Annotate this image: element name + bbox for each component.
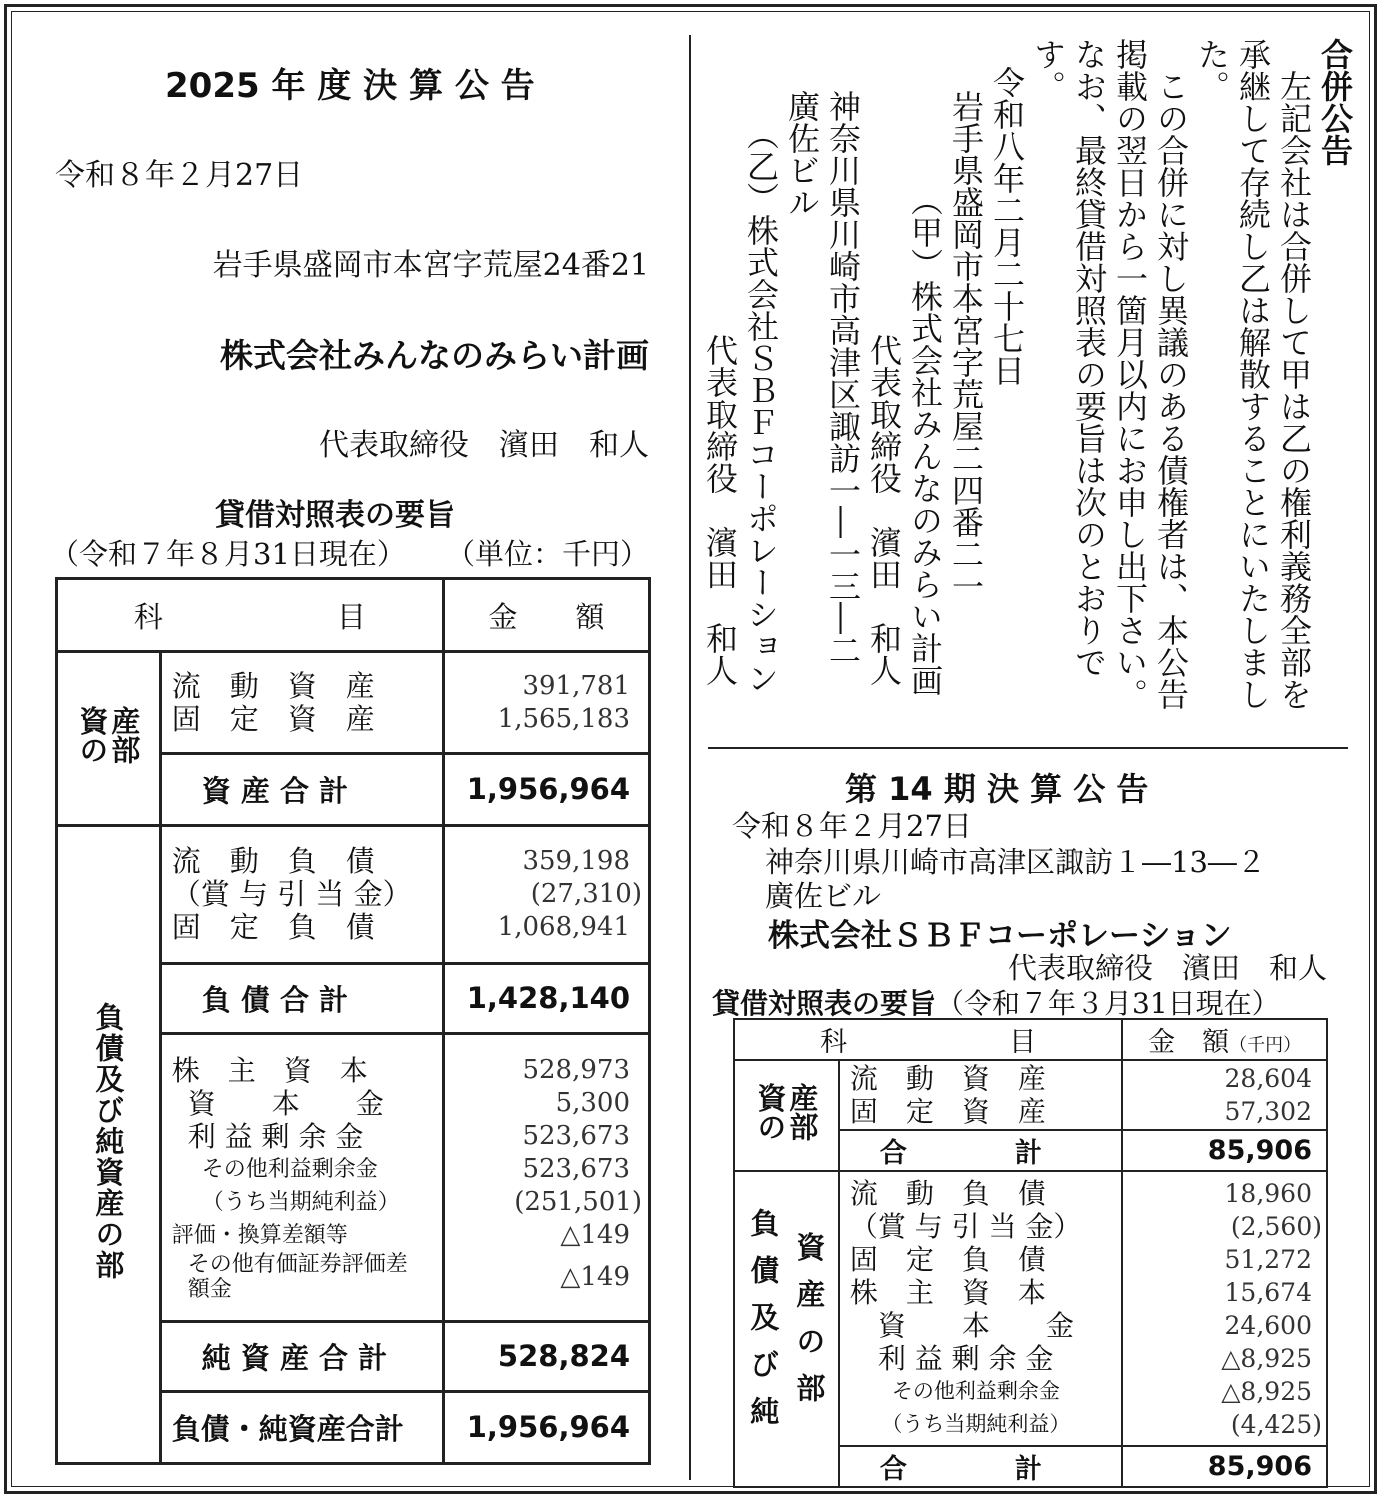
left-bs-date: （令和７年８月31日現在）: [50, 537, 406, 571]
left-bs-unit: （単位：千円）: [445, 537, 649, 571]
right-date: 令和８年２月27日: [732, 809, 972, 843]
merger-date: 令和八年二月二十七日: [988, 66, 1026, 386]
right-balance-sheet: [733, 1018, 1328, 1488]
assets-section-label: [57, 652, 161, 826]
text: （賞 与 引 当 金）: [849, 1209, 1082, 1243]
text: 利 益 剰 余 金: [849, 1341, 1054, 1375]
merger-line: た。: [1193, 38, 1231, 102]
text: (251,501): [514, 1186, 642, 1217]
merger-line: この合併に対し異議のある債権者は、本公告: [1152, 38, 1190, 710]
left-company: 株式会社みんなのみらい計画: [220, 336, 649, 375]
text: 51,272: [1224, 1244, 1312, 1274]
text: 資 本 金: [849, 1308, 1074, 1342]
total-label: 合 計: [839, 1446, 1122, 1487]
left-balance-sheet: [55, 577, 651, 1465]
merger-line: 承継して存続し乙は解散することにいたしまし: [1234, 38, 1272, 710]
liabilities-total-value: 1,428,140: [443, 964, 649, 1034]
text: △8,925: [1221, 1343, 1312, 1373]
left-title: 2025 年 度 決 算 公 告: [165, 66, 535, 106]
text: 流 動 資 産: [849, 1062, 1046, 1095]
merger-address-b: 神奈川県川崎市高津区諏訪一―一三―二: [824, 90, 862, 666]
merger-line: なお、最終貸借対照表の要旨は次のとおりで: [1070, 38, 1108, 678]
text: 1,068,941: [497, 912, 630, 942]
text: 28,604: [1224, 1064, 1312, 1093]
text: 評価・換算差額等: [171, 1222, 348, 1248]
assets-total-value: 1,956,964: [443, 754, 649, 826]
assets-total-label: 資 産 合 計: [160, 754, 443, 826]
text: 流 動 負 債: [171, 844, 375, 878]
text: △8,925: [1221, 1376, 1312, 1406]
total-value: 85,906: [1122, 1446, 1327, 1487]
text: 359,198: [522, 846, 630, 876]
text: 利 益 剰 余 金: [187, 1119, 364, 1153]
text: (2,560): [1230, 1211, 1322, 1241]
row-value: 391,781: [522, 670, 630, 701]
text: (27,310): [530, 879, 642, 909]
text: △149: [560, 1219, 630, 1250]
text: （うち当期純利益）: [201, 1189, 400, 1215]
text: 528,973: [522, 1054, 630, 1085]
left-representative: 代表取締役 濱田 和人: [319, 428, 649, 463]
assets-section-label: [734, 1060, 839, 1171]
text: 負債及び純資産の部: [91, 1001, 126, 1281]
row-label: 流 動 資 産: [171, 668, 375, 703]
text: 5,300: [555, 1087, 630, 1118]
liabilities-equity-section-label: [734, 1171, 839, 1487]
text: 57,302: [1224, 1097, 1312, 1126]
merger-line: 左記会社は合併して甲は乙の権利義務全部を: [1275, 38, 1313, 710]
text: その他利益剰余金: [201, 1156, 378, 1182]
merger-line: 掲載の翌日から一箇月以内にお申し出下さい。: [1111, 38, 1149, 710]
text: 資の産部: [75, 706, 142, 764]
merger-notice: [701, 38, 1354, 738]
text: （令和７年３月31日現在）: [936, 987, 1280, 1020]
text: 金 額: [1148, 1027, 1230, 1058]
grand-total-value: 1,956,964: [443, 1392, 649, 1464]
right-company: 株式会社ＳＢＦコーポレーション: [768, 918, 1232, 954]
text: その他有価証券評価差額金: [187, 1251, 408, 1302]
merger-company-b: （乙）株式会社ＳＢＦコーポレーション: [742, 118, 780, 694]
merger-rep-b: 代表取締役 濱田 和人: [701, 334, 739, 686]
merger-rep-a: 代表取締役 濱田 和人: [865, 334, 903, 686]
merger-company-a: （甲）株式会社みんなのみらい計画: [906, 184, 944, 696]
text: 株 主 資 本: [171, 1053, 368, 1087]
left-date: 令和８年２月27日: [55, 158, 304, 193]
merger-line: す。: [1029, 38, 1067, 102]
header-item: 科 目: [57, 579, 444, 652]
text: その他利益剰余金: [849, 1378, 1060, 1403]
row-label: 固 定 資 産: [171, 701, 375, 736]
text: △149: [560, 1261, 630, 1292]
section-divider: [708, 747, 1348, 749]
text: 負債及び純資産の部: [746, 1208, 827, 1443]
liabilities-equity-section-label: [57, 826, 161, 1464]
column-divider: [689, 35, 691, 1480]
left-address: 岩手県盛岡市本宮字荒屋24番21: [212, 248, 649, 283]
right-title: 第 14 期 決 算 公 告: [845, 770, 1149, 808]
text: 貸借対照表の要旨: [712, 987, 937, 1020]
text: （千円）: [1229, 1035, 1302, 1056]
grand-total-label: 負債・純資産合計: [160, 1392, 443, 1464]
right-representative: 代表取締役 濱田 和人: [1007, 951, 1327, 985]
text: （賞 与 引 当 金）: [171, 877, 412, 911]
text: 固 定 負 債: [171, 910, 375, 944]
right-address: 神奈川県川崎市高津区諏訪１―13―２: [765, 845, 1266, 879]
text: 523,673: [522, 1120, 630, 1151]
text: 15,674: [1224, 1277, 1312, 1307]
header-amount: 金 額: [443, 579, 649, 652]
header-item: 科 目: [734, 1019, 1122, 1060]
merger-title: 合併公告: [1316, 38, 1354, 166]
text: 523,673: [522, 1153, 630, 1184]
header-amount: [1122, 1019, 1327, 1060]
text: (4,425): [1230, 1409, 1322, 1439]
right-building: 廣佐ビル: [765, 879, 882, 913]
text: 株 主 資 本: [849, 1275, 1046, 1309]
net-assets-total-value: 528,824: [443, 1322, 649, 1392]
liabilities-total-label: 負 債 合 計: [160, 964, 443, 1034]
text: 固 定 資 産: [849, 1095, 1046, 1128]
text: 18,960: [1224, 1178, 1312, 1208]
text: （うち当期純利益）: [849, 1411, 1071, 1436]
text: 資 本 金: [187, 1086, 384, 1120]
left-bs-title: 貸借対照表の要旨: [215, 498, 455, 533]
assets-total-value: 85,906: [1122, 1130, 1327, 1171]
merger-address-a: 岩手県盛岡市本宮字荒屋二四番二一: [947, 90, 985, 602]
text: 24,600: [1224, 1310, 1312, 1340]
net-assets-total-label: 純 資 産 合 計: [160, 1322, 443, 1392]
text: 流 動 負 債: [849, 1176, 1046, 1210]
text: 固 定 負 債: [849, 1242, 1046, 1276]
text: 資の産部: [753, 1083, 820, 1141]
merger-address-b-building: 廣佐ビル: [783, 90, 821, 218]
assets-total-label: 合 計: [839, 1130, 1122, 1171]
row-value: 1,565,183: [497, 703, 630, 734]
right-bs-heading: [712, 982, 1280, 1022]
